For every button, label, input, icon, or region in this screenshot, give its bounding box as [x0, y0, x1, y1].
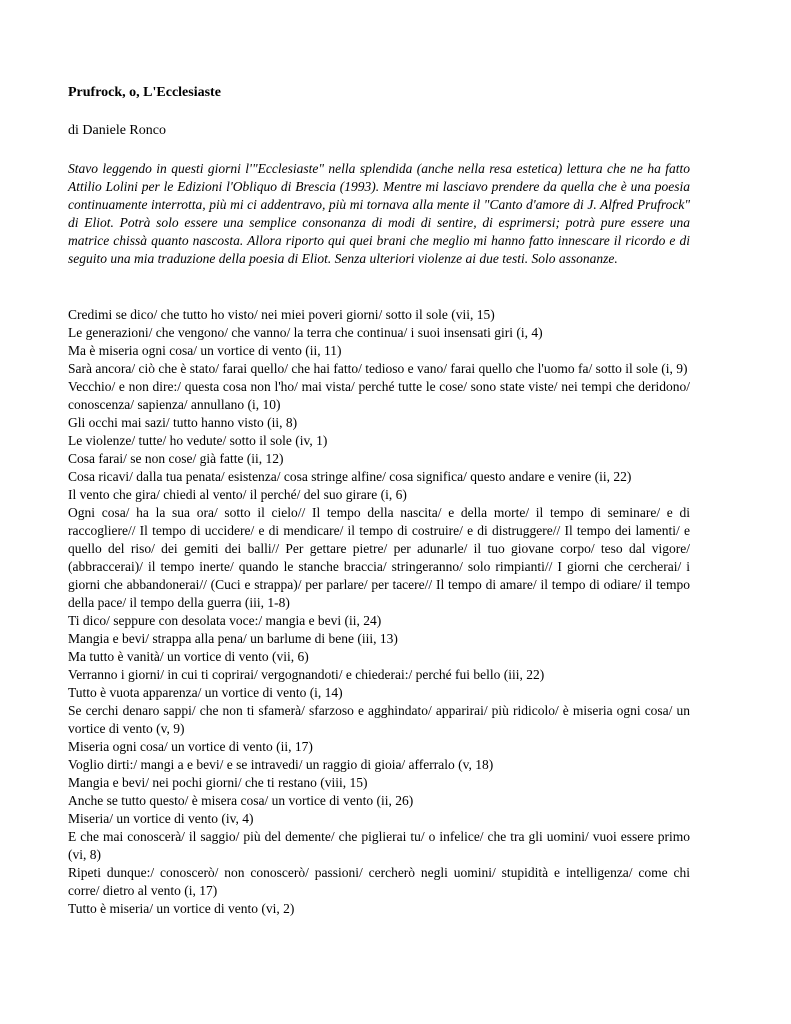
- verse-line: Ma è miseria ogni cosa/ un vortice di vento (ii, 11): [68, 343, 342, 358]
- verse-line: Gli occhi mai sazi/ tutto hanno visto (ii, 8): [68, 415, 298, 430]
- verse-line: Ogni cosa/ ha la sua ora/ sotto il cielo// Il tempo della nascita/ e della morte/ il tempo di seminare/ e di raccogliere// Il tempo di uccidere/ e di mendicare/ il tempo di costruire/ e di distruggere// Il tempo dei lamenti/ e quello del riso/ dei gemiti dei balli// Per gettare pietre/ per adunarle/ il tuo giovane corpo/ teso dal vigore/ (abbraccerai)/ il tempo inerte/ quando le stanche braccia/ stringeranno/ solo rimpianti// I giorni che cercherai/ i giorni che abbandonerai// (Cuci e strappa)/ per parlare/ per tacere// Il tempo di amare/ il tempo di odiare/ il tempo della pace/ il tempo della guerra (iii, 1-8): [68, 505, 690, 610]
- verse-line: Mangia e bevi/ nei pochi giorni/ che ti restano (viii, 15): [68, 775, 368, 790]
- document-author: di Daniele Ronco: [68, 123, 166, 138]
- verse-line: Sarà ancora/ ciò che è stato/ farai quello/ che hai fatto/ tedioso e vano/ farai quello che l'uomo fa/ sotto il sole (i, 9): [68, 361, 688, 376]
- verse-list: [68, 306, 690, 918]
- verse-line: Credimi se dico/ che tutto ho visto/ nei miei poveri giorni/ sotto il sole (vii, 15): [68, 307, 495, 322]
- verse-line: Tutto è vuota apparenza/ un vortice di vento (i, 14): [68, 685, 343, 700]
- verse-line: Le violenze/ tutte/ ho vedute/ sotto il sole (iv, 1): [68, 433, 328, 448]
- document-page: [68, 84, 690, 918]
- verse-line: Ma tutto è vanità/ un vortice di vento (vii, 6): [68, 649, 309, 664]
- verse-line: Il vento che gira/ chiedi al vento/ il perché/ del suo girare (i, 6): [68, 487, 407, 502]
- verse-line: Verranno i giorni/ in cui ti coprirai/ vergognandoti/ e chiederai:/ perché fui bello (iii, 22): [68, 667, 545, 682]
- verse-line: Anche se tutto questo/ è misera cosa/ un vortice di vento (ii, 26): [68, 793, 414, 808]
- verse-line: Ti dico/ seppure con desolata voce:/ mangia e bevi (ii, 24): [68, 613, 382, 628]
- verse-line: Miseria ogni cosa/ un vortice di vento (ii, 17): [68, 739, 313, 754]
- intro-paragraph: Stavo leggendo in questi giorni l'"Ecclesiaste" nella splendida (anche nella resa estetica) lettura che ne ha fatto Attilio Lolini per le Edizioni l'Obliquo di Brescia (1993). Mentre mi lasciavo prendere da quella che è una poesia continuamente interrotta, più mi ci addentravo, più mi tornava alla mente il "Canto d'amore di J. Alfred Prufrock" di Eliot. Potrà solo essere una semplice consonanza di modi di sentire, di esprimersi; potrà pure essere una matrice chissà quanto nascosta. Allora riporto qui quei brani che meglio mi hanno fatto innescare il ricordo e di seguito una mia traduzione della poesia di Eliot. Senza ulteriori violenze ai due testi. Solo assonanze.: [68, 161, 690, 266]
- verse-line: Tutto è miseria/ un vortice di vento (vi, 2): [68, 901, 295, 916]
- verse-line: Le generazioni/ che vengono/ che vanno/ la terra che continua/ i suoi insensati giri (i, 4): [68, 325, 543, 340]
- verse-line: Se cerchi denaro sappi/ che non ti sfamerà/ sfarzoso e agghindato/ apparirai/ più ridicolo/ è miseria ogni cosa/ un vortice di vento (v, 9): [68, 703, 690, 736]
- verse-line: Voglio dirti:/ mangi a e bevi/ e se intravedi/ un raggio di gioia/ afferralo (v, 18): [68, 757, 494, 772]
- verse-line: E che mai conoscerà/ il saggio/ più del demente/ che piglierai tu/ o infelice/ che tra gli uomini/ vuoi essere primo (vi, 8): [68, 829, 690, 862]
- verse-line: Mangia e bevi/ strappa alla pena/ un barlume di bene (iii, 13): [68, 631, 398, 646]
- verse-line: Cosa ricavi/ dalla tua penata/ esistenza/ cosa stringe alfine/ cosa significa/ questo andare e venire (ii, 22): [68, 469, 632, 484]
- verse-line: Miseria/ un vortice di vento (iv, 4): [68, 811, 254, 826]
- verse-line: Ripeti dunque:/ conoscerò/ non conoscerò/ passioni/ cercherò negli uomini/ stupidità e intelligenza/ come chi corre/ dietro al vento (i, 17): [68, 865, 690, 898]
- document-title: Prufrock, o, L'Ecclesiaste: [68, 85, 221, 100]
- verse-line: Vecchio/ e non dire:/ questa cosa non l'ho/ mai vista/ perché tutte le cose/ sono state viste/ nei tempi che deridono/ conoscenza/ sapienza/ annullano (i, 10): [68, 379, 690, 412]
- verse-line: Cosa farai/ se non cose/ già fatte (ii, 12): [68, 451, 284, 466]
